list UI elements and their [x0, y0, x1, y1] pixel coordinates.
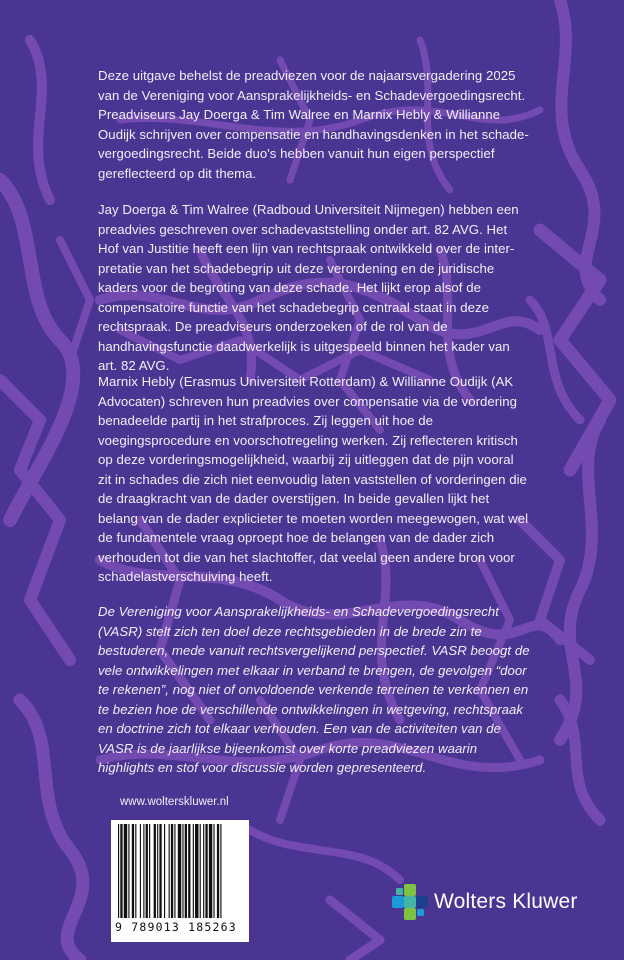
barcode-bars: [116, 824, 244, 920]
doerga-walree-paragraph: Jay Doerga & Tim Walree (Radboud Universiteit Nijmegen) hebben een preadvies geschreven over schadevaststelling onder art. 82 AVG. Het Hof van Justitie heeft een lijn van rechtspraak ontwikkeld over de interpretatie van het schadebegrip uit deze verordening en de juridische kaders voor de begroting van deze schade. Het lijkt erop alsof de compensatoire functie van het schadebegrip centraal staat in deze rechtspraak. De preadviseurs onderzoeken of de rol van de handhavingsfunctie daadwerkelijk is uitgespeeld binnen het kader van art. 82 AVG.: [98, 202, 519, 373]
intro-paragraph: Deze uitgave behelst de preadviezen voor de najaarsvergadering 2025 van de Vereniging voor Aansprakelijkheids- en Schadevergoedingsrecht. Preadviseurs Jay Doerga & Tim Walree en Marnix Hebly & Willianne Oudijk schrijven over compensatie en handhavingsdenken in het schadevergoedingsrecht. Beide duo's hebben vanuit hun eigen perspectief gereflecteerd op dit thema.: [98, 68, 529, 181]
isbn-number: 9 789013 185263: [115, 920, 237, 934]
wolters-kluwer-logo-icon: [392, 884, 428, 920]
wolters-kluwer-logo-text: Wolters Kluwer: [434, 890, 578, 913]
publisher-website: www.wolterskluwer.nl: [120, 796, 229, 808]
hebly-oudijk-paragraph: Marnix Hebly (Erasmus Universiteit Rotterdam) & Willianne Oudijk (AK Advocaten) schreven hun preadvies over compensatie via de vordering benadeelde partij in het strafproces. Zij leggen uit hoe de voegingsprocedure en voorschotregeling werken. Zij reflecteren kritisch op deze vorderingsmogelijkheid, waarbij zij uitleggen dat de pijn vooral zit in schades die zich niet eenvoudig laten vaststellen of vorderingen die de draagkracht van de dader overstijgen. In beide gevallen lijkt het belang van de dader explicieter te moeten worden meegewogen, wat wel de fundamentele vraag oproept hoe de belangen van de dader zich verhouden tot die van het slachtoffer, dat veelal geen andere bron voor schadelastverschuiving heeft.: [98, 374, 529, 584]
isbn-barcode: [111, 820, 249, 942]
vasr-description-paragraph: De Vereniging voor Aansprakelijkheids- en Schadevergoedingsrecht (VASR) stelt zich ten doel deze rechtsgebieden in de brede zin te bestuderen, mede vanuit rechtsvergelijkend perspectief. VASR beoogt de vele ontwikkelingen met elkaar in verband te brengen, de gevolgen “door te rekenen”, nog niet of onvoldoende verkende terreinen te verkennen en te bezien hoe de verschillende ontwikkelingen in wetgeving, rechtspraak en doctrine zich tot elkaar verhouden. Een van de activiteiten van de VASR is de jaarlijkse bijeenkomst over korte preadviezen waarin highlights en stof voor discussie worden gepresenteerd.: [98, 604, 530, 775]
